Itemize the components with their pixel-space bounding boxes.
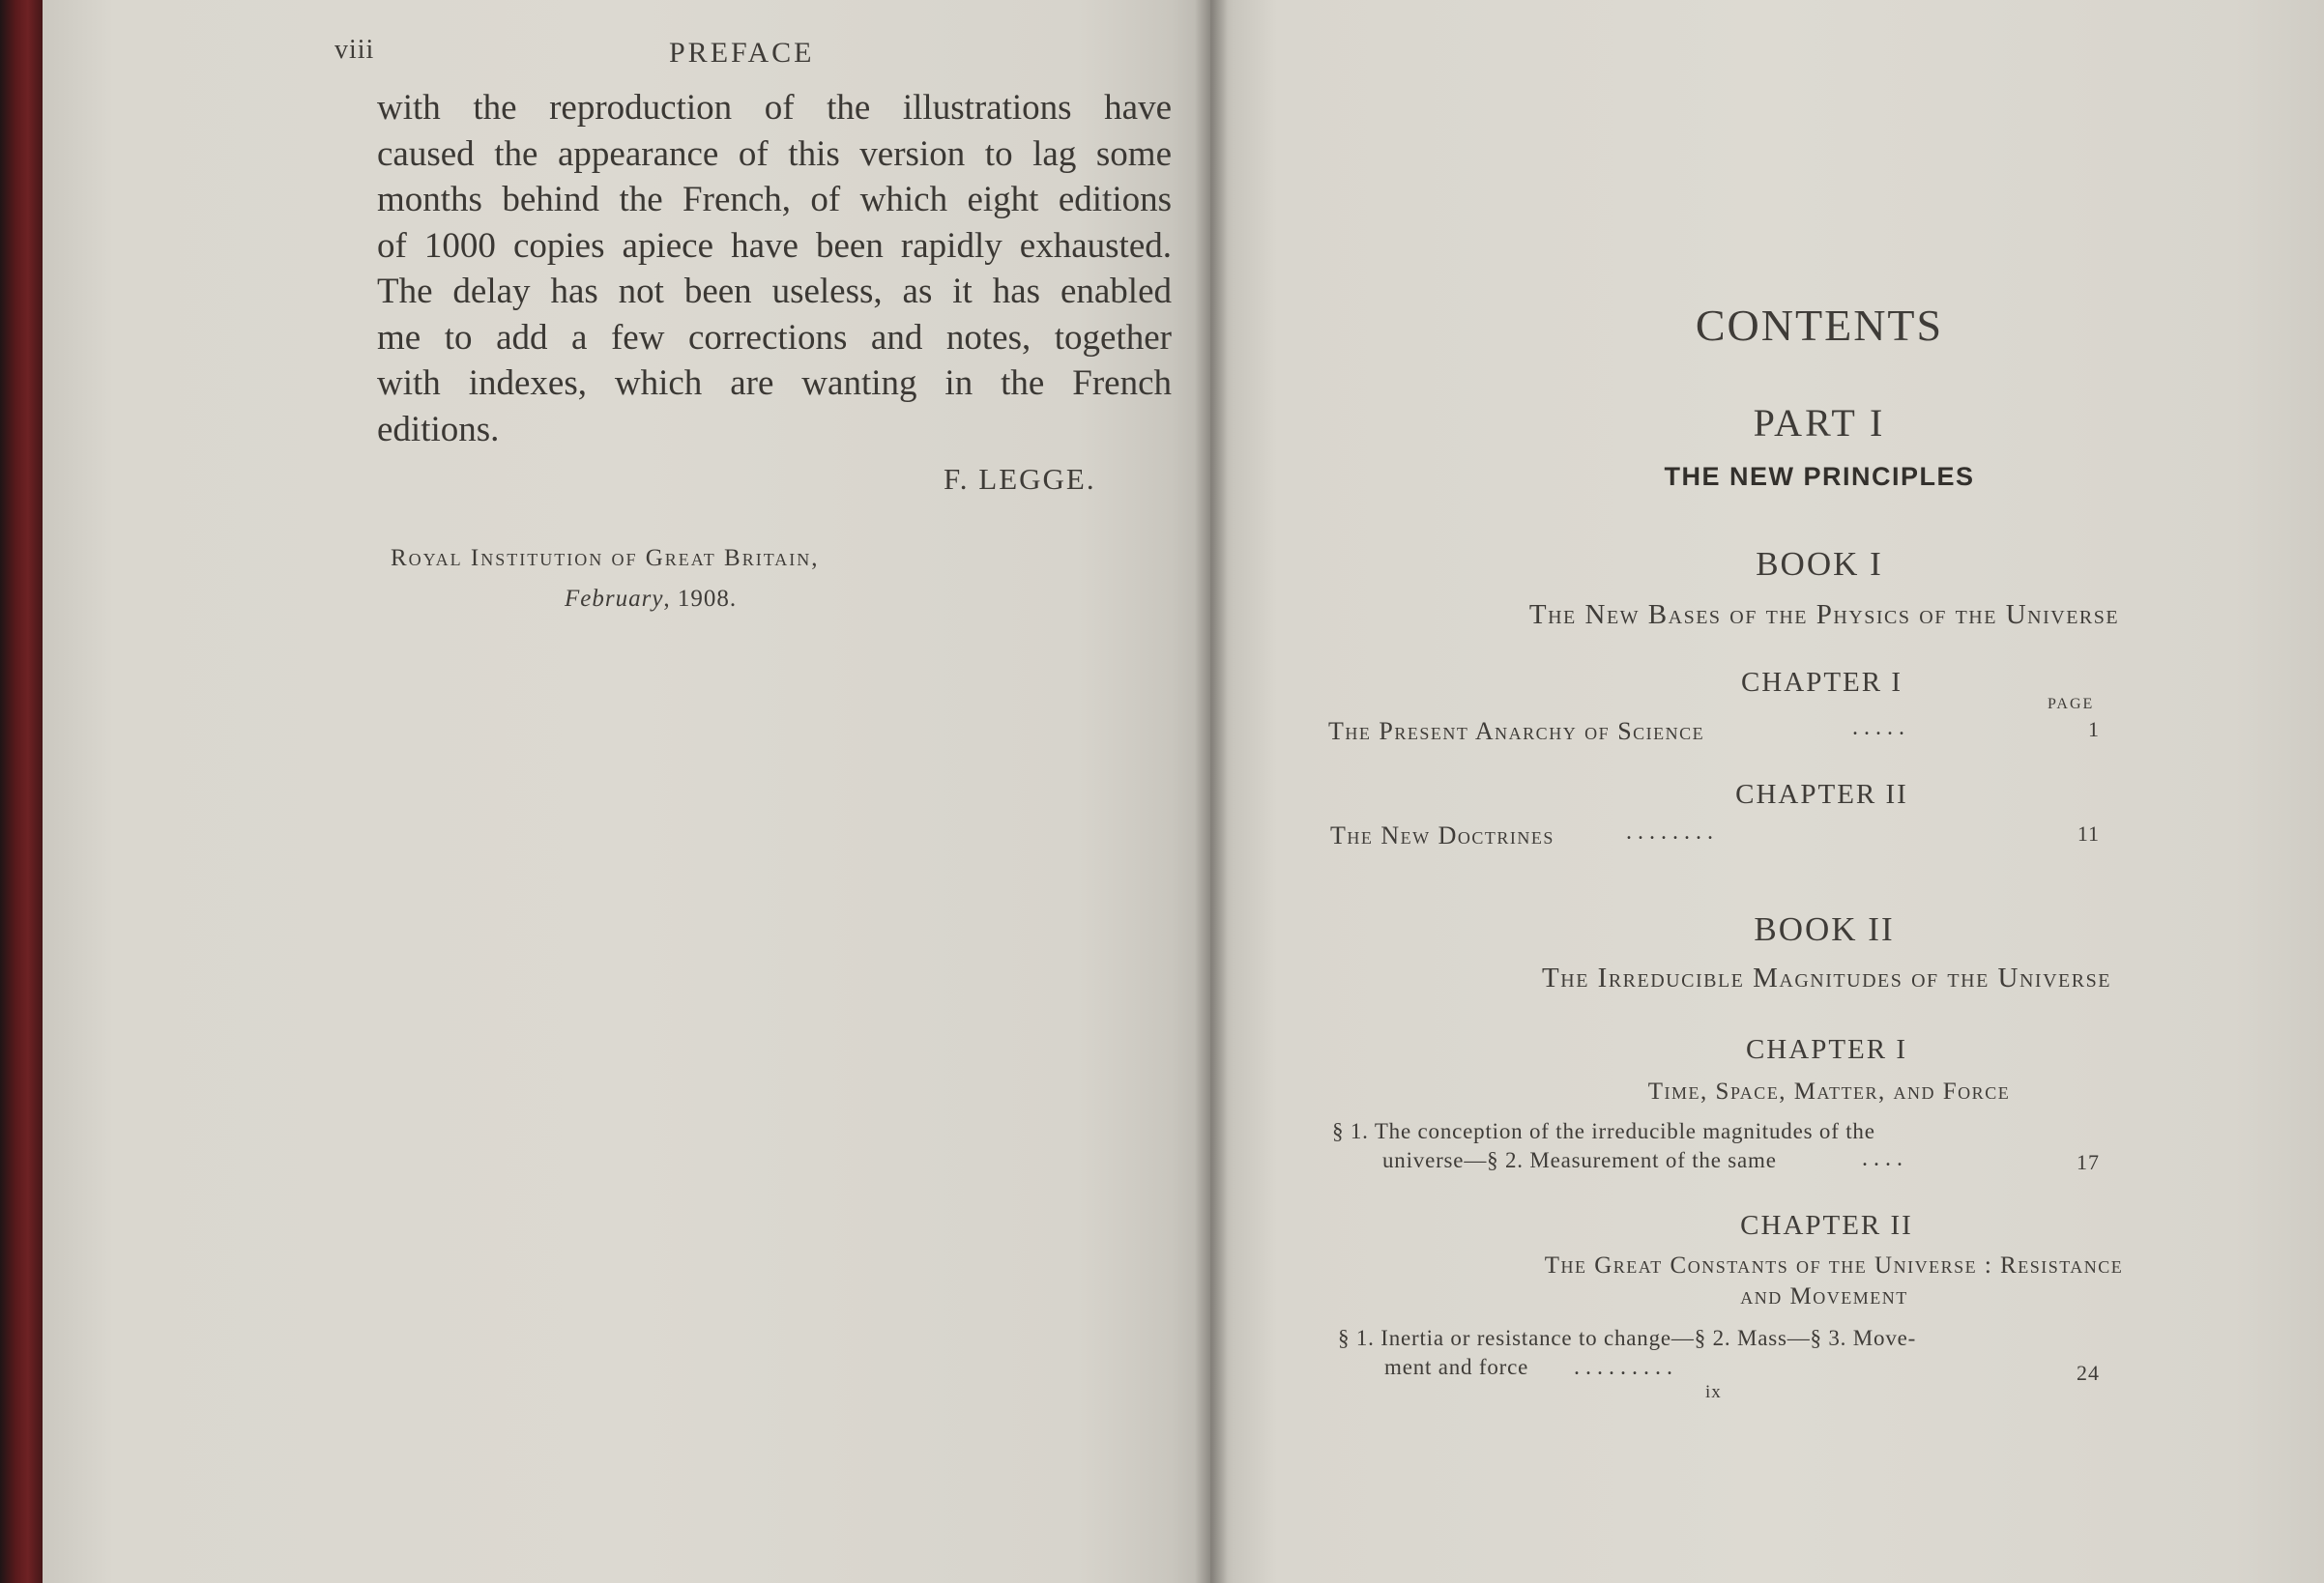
book-gutter bbox=[1195, 0, 1228, 1583]
preface-line: with the reproduction of the illustrations have bbox=[377, 88, 1172, 128]
book-cover-edge bbox=[0, 0, 46, 1583]
contents-heading: CONTENTS bbox=[1695, 301, 1944, 350]
date-month: February bbox=[565, 586, 664, 612]
part-subtitle: THE NEW PRINCIPLES bbox=[1664, 462, 1975, 491]
part-title: PART I bbox=[1753, 401, 1886, 445]
right-page-folio: ix bbox=[1705, 1382, 1722, 1402]
preface-line: The delay has not been useless, as it has enabled bbox=[377, 272, 1172, 311]
preface-line: me to add a few corrections and notes, together bbox=[377, 317, 1172, 358]
toc-entry-present-anarchy: The Present Anarchy of Science bbox=[1328, 717, 1705, 745]
preface-line: editions. bbox=[377, 409, 500, 449]
book2-chapter2-title: CHAPTER II bbox=[1740, 1210, 1913, 1241]
page-column-label: PAGE bbox=[2048, 696, 2095, 712]
toc-page-number: 1 bbox=[2088, 717, 2100, 741]
book1-subtitle: The New Bases of the Physics of the Universe bbox=[1528, 599, 2120, 630]
toc-entry-line: § 1. Inertia or resistance to change—§ 2. Mass—§ 3. Move- bbox=[1338, 1326, 1917, 1350]
date-year: , 1908. bbox=[663, 586, 738, 612]
toc-entry-line: § 1. The conception of the irreducible magnitudes of the bbox=[1332, 1119, 1875, 1143]
running-title: PREFACE bbox=[669, 37, 815, 69]
preface-line: of 1000 copies apiece have been rapidly exhausted. bbox=[377, 225, 1172, 266]
book1-chapter2-title: CHAPTER II bbox=[1735, 779, 1908, 810]
preface-line: with indexes, which are wanting in the French bbox=[377, 363, 1172, 403]
right-page bbox=[1210, 0, 2324, 1583]
toc-page-number: 11 bbox=[2077, 821, 2100, 846]
preface-line: months behind the French, of which eight editions bbox=[377, 180, 1172, 219]
leader-dots: . . . . . . . . bbox=[1626, 820, 1713, 845]
book2-title: BOOK II bbox=[1754, 910, 1895, 948]
book2-chapter2-subtitle-line2: and Movement bbox=[1740, 1283, 1908, 1310]
leader-dots: . . . . bbox=[1862, 1146, 1903, 1171]
preface-line: caused the appearance of this version to lag some bbox=[377, 133, 1172, 174]
book2-chapter1-subtitle: Time, Space, Matter, and Force bbox=[1647, 1079, 2011, 1105]
toc-page-number: 17 bbox=[2077, 1150, 2100, 1174]
toc-entry-new-doctrines: The New Doctrines bbox=[1330, 821, 1554, 849]
left-page bbox=[43, 0, 1218, 1583]
book2-chapter2-subtitle-line1: The Great Constants of the Universe : Resistance bbox=[1544, 1252, 2124, 1279]
book1-title: BOOK I bbox=[1756, 545, 1883, 583]
preface-paragraph bbox=[377, 85, 1172, 452]
book2-subtitle: The Irreducible Magnitudes of the Universe bbox=[1542, 963, 2111, 993]
leader-dots: . . . . . . . . . bbox=[1574, 1355, 1672, 1380]
affiliation: Royal Institution of Great Britain, bbox=[391, 545, 820, 571]
left-page-number: viii bbox=[334, 35, 375, 65]
toc-entry-line: universe—§ 2. Measurement of the same bbox=[1382, 1148, 1777, 1172]
toc-page-number: 24 bbox=[2077, 1361, 2100, 1385]
signature-date bbox=[565, 586, 737, 613]
book2-chapter1-title: CHAPTER I bbox=[1745, 1034, 1908, 1065]
translator-signature: F. LEGGE. bbox=[944, 462, 1096, 496]
leader-dots: . . . . . bbox=[1852, 715, 1904, 740]
book1-chapter1-title: CHAPTER I bbox=[1740, 667, 1903, 698]
toc-entry-line: ment and force bbox=[1384, 1355, 1529, 1379]
